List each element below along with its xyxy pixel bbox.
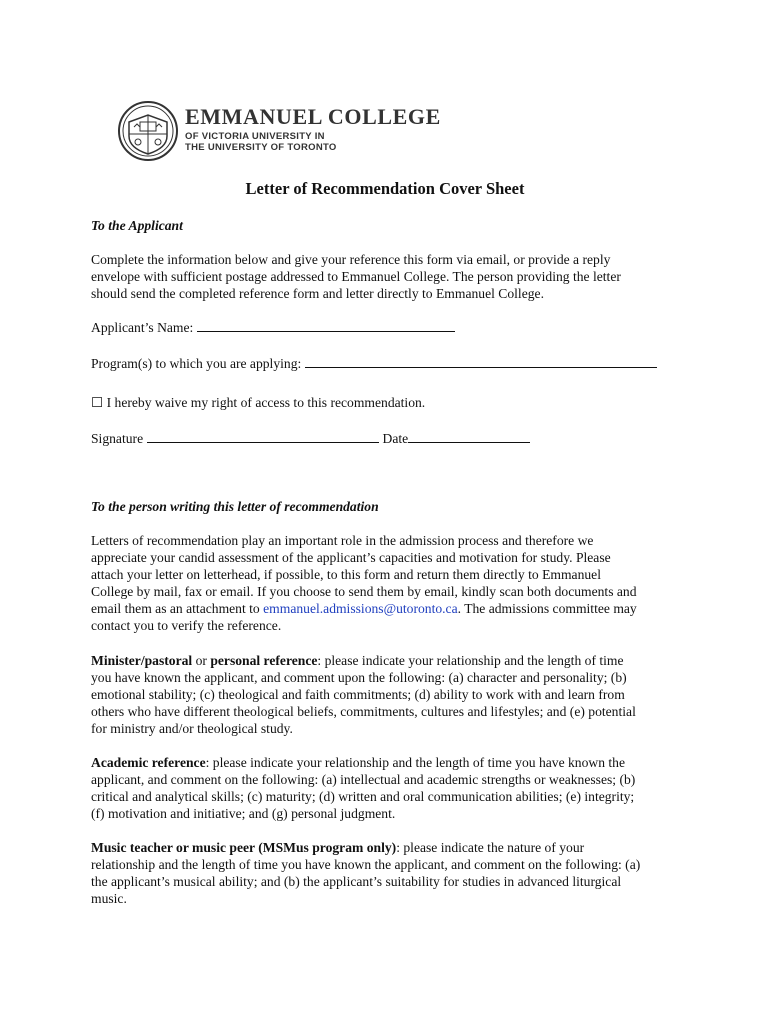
writer-intro-line: Letters of recommendation play an important role in the admission process and therefore we	[91, 533, 594, 548]
academic-line: (f) motivation and initiative; and (g) personal judgment.	[91, 806, 396, 821]
writer-heading	[91, 498, 691, 515]
logo-subtitle-line-2: THE UNIVERSITY OF TORONTO	[185, 142, 337, 153]
academic-line-1	[91, 754, 691, 771]
applicant-heading	[91, 217, 691, 234]
minister-bold-label: Minister/pastoral	[91, 653, 193, 668]
applicant-name-label: Applicant’s Name:	[91, 320, 194, 335]
academic-line: applicant, and comment on the following: (a) intellectual and academic strengths or weaknesses; (b)	[91, 772, 636, 787]
academic-bold-label: Academic reference	[91, 755, 206, 770]
logo-subtitle-line-1: OF VICTORIA UNIVERSITY IN	[185, 131, 325, 142]
minister-or: or	[192, 653, 211, 668]
minister-line: others who have different theological beliefs, commitments, cultures and lifestyles; and (e) potential	[91, 704, 636, 719]
music-line-1-rest: : please indicate the nature of your	[396, 840, 585, 855]
minister-reference-paragraph	[91, 652, 691, 737]
program-row	[91, 355, 691, 372]
admissions-email-link[interactable]: emmanuel.admissions@utoronto.ca	[263, 601, 458, 616]
page-title: Letter of Recommendation Cover Sheet	[245, 179, 525, 198]
email-line-before: email them as an attachment to	[91, 601, 264, 616]
minister-line-1-rest: : please indicate your relationship and the length of time	[317, 653, 624, 668]
music-line-1	[91, 839, 691, 856]
minister-line-1	[91, 652, 691, 669]
music-line: the applicant’s musical ability; and (b) the applicant’s suitability for studies in advanced liturgical	[91, 874, 622, 889]
academic-reference-paragraph	[91, 754, 691, 822]
college-logo	[117, 100, 441, 162]
minister-line: for ministry and/or theological study.	[91, 721, 293, 736]
minister-line: you have known the applicant, and comment upon the following: (a) character and personality; (b)	[91, 670, 627, 685]
email-line-after: . The admissions committee may	[457, 601, 637, 616]
writer-intro-line: College by mail, fax or email. If you choose to send them by email, kindly scan both documents and	[91, 584, 637, 599]
applicant-heading-text: To the Applicant	[91, 218, 183, 233]
writer-email-line	[91, 600, 691, 617]
logo-title: EMMANUEL COLLEGE	[185, 104, 441, 129]
college-seal-icon	[117, 100, 179, 162]
music-line: relationship and the length of time you have known the applicant, and comment on the following: (a)	[91, 857, 641, 872]
academic-line: critical and analytical skills; (c) maturity; (d) written and oral communication abilities; (e) integrity;	[91, 789, 635, 804]
minister-line: emotional stability; (c) theological and faith commitments; (d) ability to work with and learn from	[91, 687, 625, 702]
applicant-intro-line: envelope with sufficient postage addressed to Emmanuel College. The person providing the letter	[91, 269, 621, 284]
writer-intro-line: contact you to verify the reference.	[91, 618, 282, 633]
writer-intro	[91, 532, 691, 634]
writer-intro-line: attach your letter on letterhead, if possible, to this form and return them directly to Emmanuel	[91, 567, 601, 582]
personal-reference-bold-label: personal reference	[210, 653, 318, 668]
writer-intro-line: appreciate your candid assessment of the applicant’s capacities and motivation for study. Please	[91, 550, 611, 565]
waiver-text: I hereby waive my right of access to this recommendation.	[106, 395, 426, 410]
music-reference-paragraph	[91, 839, 691, 907]
program-label: Program(s) to which you are applying:	[91, 356, 302, 371]
signature-field[interactable]	[147, 430, 379, 443]
signature-label: Signature	[91, 431, 144, 446]
signature-row	[91, 430, 691, 447]
music-line: music.	[91, 891, 127, 906]
applicant-name-row	[91, 319, 691, 336]
music-bold-label: Music teacher or music peer (MSMus program only)	[91, 840, 397, 855]
program-field[interactable]	[305, 355, 657, 368]
date-field[interactable]	[408, 430, 530, 443]
waiver-row	[91, 394, 691, 411]
applicant-intro-line: Complete the information below and give your reference this form via email, or provide a reply	[91, 252, 611, 267]
applicant-intro	[91, 251, 691, 302]
applicant-intro-line: should send the completed reference form and letter directly to Emmanuel College.	[91, 286, 544, 301]
date-label: Date	[382, 431, 409, 446]
writer-heading-text: To the person writing this letter of recommendation	[91, 499, 379, 514]
applicant-name-field[interactable]	[197, 319, 455, 332]
waiver-checkbox[interactable]: ☐	[91, 395, 104, 410]
academic-line-1-rest: : please indicate your relationship and the length of time you have known the	[205, 755, 626, 770]
